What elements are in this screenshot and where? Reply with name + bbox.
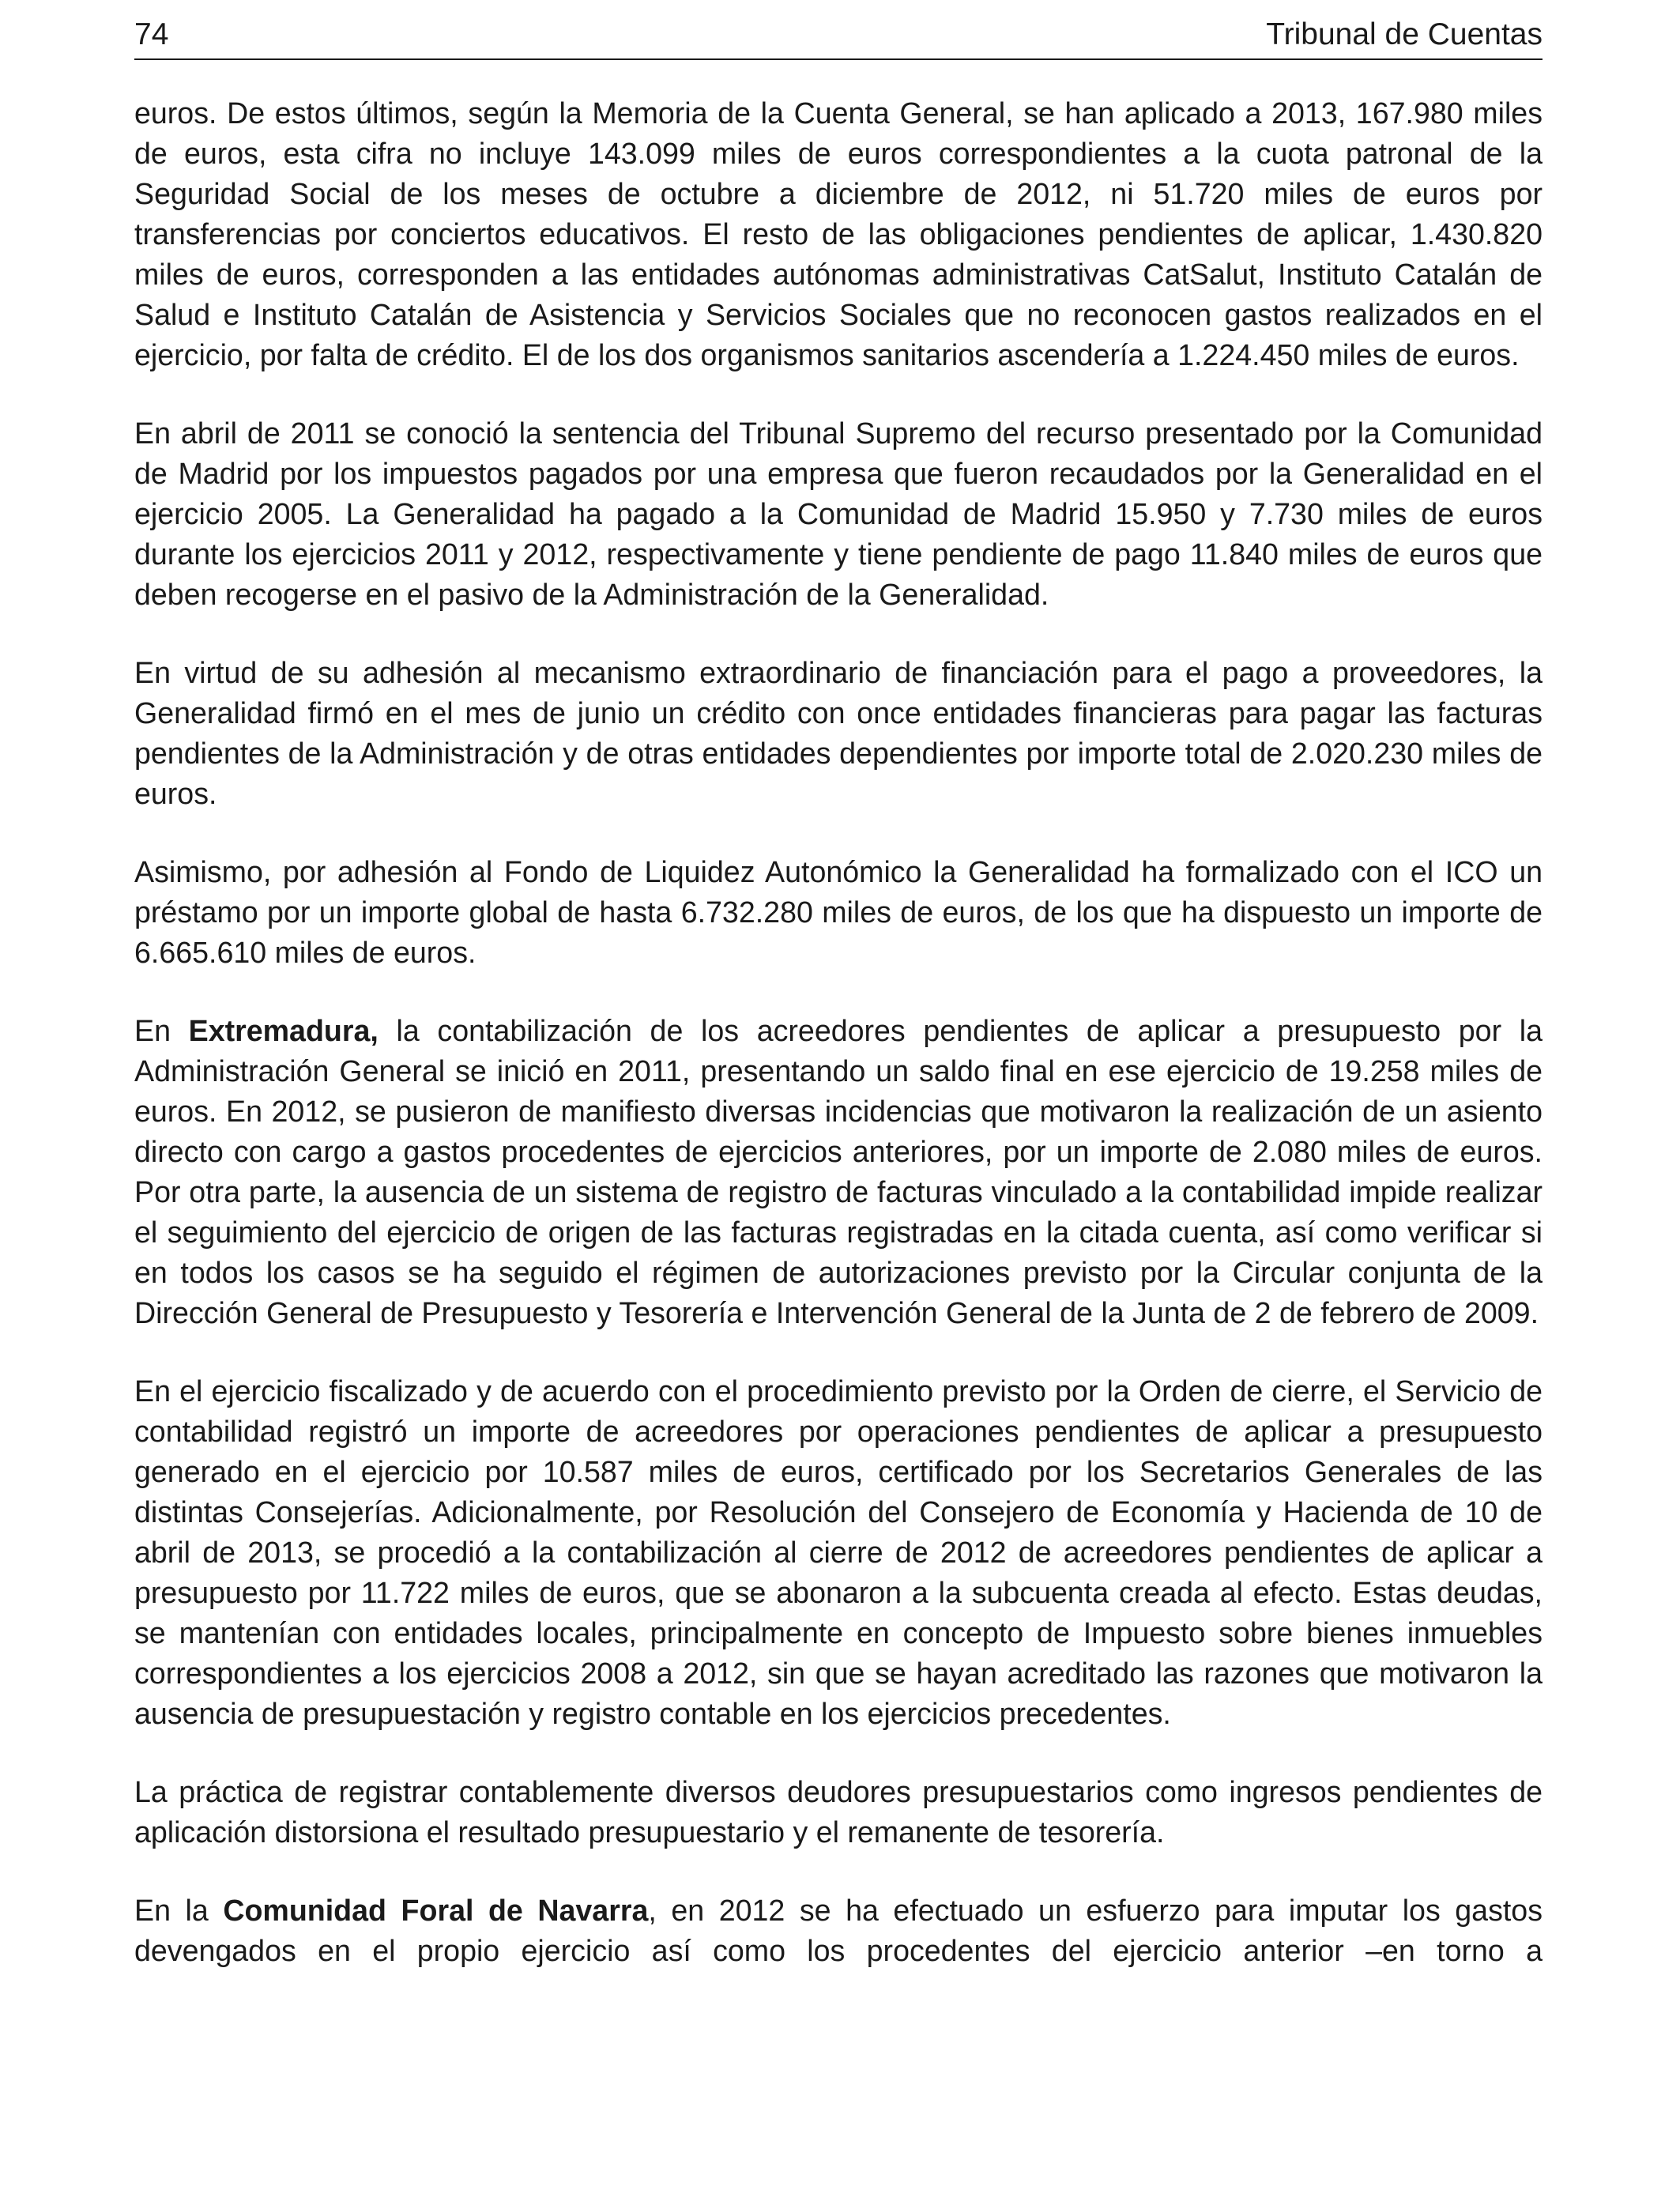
paragraph-cataluna-obligations: euros. De estos últimos, según la Memoria de la Cuenta General, se han aplicado a 2013, 167.980 miles de euros, esta cifra no incluye 143.099 miles de euros correspondientes a la cuota patronal de la Seguridad Social de los meses de octubre a diciembre de 2012, ni 51.720 miles de euros por transferencias por conciertos educativos. El resto de las obligaciones pendientes de aplicar, 1.430.820 miles de euros, corresponden a las entidades autónomas administrativas CatSalut, Instituto Catalán de Salud e Instituto Catalán de Asistencia y Servicios Sociales que no reconocen gastos realizados en el ejercicio, por falta de crédito. El de los dos organismos sanitarios ascendería a 1.224.450 miles de euros. [134,96,1543,371]
paragraph-lead: En [134,1014,189,1047]
running-header [134,11,1543,60]
running-title: Tribunal de Cuentas [1266,17,1543,51]
paragraph-rest: , en 2012 se ha efectuado un esfuerzo para imputar los gastos devengados en el propio ejercicio así como los procedentes del ejercicio anterior –en torno a [134,1894,1543,1967]
region-name-extremadura: Extremadura, [188,1014,379,1047]
document-page [134,0,1543,2194]
paragraph-rest: la contabilización de los acreedores pendientes de aplicar a presupuesto por la Administración General se inició en 2011, presentando un saldo final en ese ejercicio de 19.258 miles de euros. En 2012, se pusieron de manifiesto diversas incidencias que motivaron la realización de un asiento directo con cargo a gastos procedentes de ejercicios anteriores, por un importe de 2.080 miles de euros. Por otra parte, la ausencia de un sistema de registro de facturas vinculado a la contabilidad impide realizar el seguimiento del ejercicio de origen de las facturas registradas en la citada cuenta, así como verificar si en todos los casos se ha seguido el régimen de autorizaciones previsto por la Circular conjunta de la Dirección General de Presupuesto y Tesorería e Intervención General de la Junta de 2 de febrero de 2009. [134,1014,1543,1329]
region-name-navarra: Comunidad Foral de Navarra [223,1894,649,1927]
paragraph-budgetary-debtors: La práctica de registrar contablemente diversos deudores presupuestarios como ingresos pendientes de aplicación distorsiona el resultado presupuestario y el remanente de tesorería. [134,1775,1543,1849]
paragraph-liquidity-fund: Asimismo, por adhesión al Fondo de Liquidez Autonómico la Generalidad ha formalizado con el ICO un préstamo por un importe global de hasta 6.732.280 miles de euros, de los que ha dispuesto un importe de 6.665.610 miles de euros. [134,855,1543,969]
paragraph-supreme-court-ruling: En abril de 2011 se conoció la sentencia del Tribunal Supremo del recurso presentado por la Comunidad de Madrid por los impuestos pagados por una empresa que fueron recaudados por la Generalidad en el ejercicio 2005. La Generalidad ha pagado a la Comunidad de Madrid 15.950 y 7.730 miles de euros durante los ejercicios 2011 y 2012, respectivamente y tiene pendiente de pago 11.840 miles de euros que deben recogerse en el pasivo de la Administración de la Generalidad. [134,417,1543,611]
page-number: 74 [134,17,169,51]
paragraph-navarra [134,1891,1543,1971]
paragraph-extremadura [134,1011,1543,1333]
paragraph-lead: En la [134,1894,224,1927]
paragraph-fiscal-year-closing: En el ejercicio fiscalizado y de acuerdo con el procedimiento previsto por la Orden de cierre, el Servicio de contabilidad registró un importe de acreedores por operaciones pendientes de aplicar a presupuesto generado en el ejercicio por 10.587 miles de euros, certificado por los Secretarios Generales de las distintas Consejerías. Adicionalmente, por Resolución del Consejero de Economía y Hacienda de 10 de abril de 2013, se procedió a la contabilización al cierre de 2012 de acreedores pendientes de aplicar a presupuesto por 11.722 miles de euros, que se abonaron a la subcuenta creada al efecto. Estas deudas, se mantenían con entidades locales, principalmente en concepto de Impuesto sobre bienes inmuebles correspondientes a los ejercicios 2008 a 2012, sin que se hayan acreditado las razones que motivaron la ausencia de presupuestación y registro contable en los ejercicios precedentes. [134,1374,1543,1730]
body-text [134,93,1543,1971]
paragraph-supplier-payment-mechanism: En virtud de su adhesión al mecanismo extraordinario de financiación para el pago a proveedores, la Generalidad firmó en el mes de junio un crédito con once entidades financieras para pagar las facturas pendientes de la Administración y de otras entidades dependientes por importe total de 2.020.230 miles de euros. [134,656,1543,810]
